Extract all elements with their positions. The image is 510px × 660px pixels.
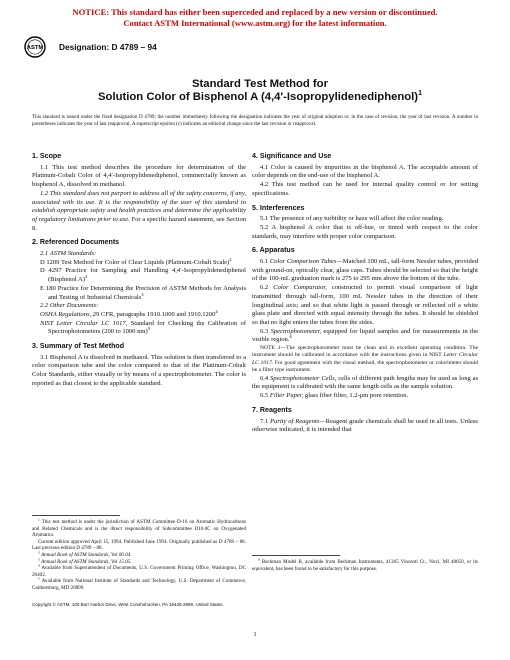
paragraph-6-2: 6.2 Color Comparator, constructed to permit visual comparison of light transmitted through tall-form, 100 mL Nessler tubes in the direction of their longitudinal axis; and so that white light is passed through or reflected off a white glass plate and directed with equal intensity through the tubes. It should be shielded so that no light enters the tubes from the sides. xyxy=(252,284,478,326)
section-1-heading: 1. Scope xyxy=(32,152,62,160)
paragraph-1-2: 1.2 This standard does not purport to address all of the safety concerns, if any, associated with its use. It is the responsibility of the user of this standard to establish appropriate safety and health practices and determine the applicability of regulatory limitations prior to use. For a specific hazard statement, see Section 8. xyxy=(32,189,246,232)
footnote-6: $^6$ Beckman Model B, available from Beckman Instruments, 41365 Vincenti Ct., Novi, MI 48050, or its equivalent, has been found to be satisfactory for this purpose. xyxy=(252,557,478,572)
right-column xyxy=(252,152,478,435)
safety-caveat: 1.2 This standard does not purport to address all of the safety concerns, if any, associated with its use. It is the responsibility of the user of this standard to establish appropriate safety and health practices and determine the applicability of regulatory limitations prior to use. xyxy=(32,189,246,223)
right-footnotes xyxy=(252,555,478,572)
footnote-1: $^1$ This test method is under the jurisdiction of ASTM Committee D-16 on Aromatic Hydrocarbons and Related Chemicals and is the direct responsibility of Subcommittee D16.0C on Oxygenated Aromatics. xyxy=(32,517,246,539)
paragraph-6-1: 6.1 Color Comparison Tubes—Matched 100 mL, tall-form Nessler tubes, provided with ground-on, optically clear, glass caps. Tubes should be selected so that the height of the 100-mL graduation mark is 275 to 295 mm above the bottom of the tube. xyxy=(252,258,479,283)
paragraph-5-1: 5.1 The presence of any turbidity or haze will affect the color reading. xyxy=(260,215,444,223)
section-6-heading: 6. Apparatus xyxy=(252,246,295,255)
paragraph-3-1: 3.1 Bisphenol A is dissolved in methanol. This solution is then transferred to a color comparison tube and the color compared to that of the Platinum-Cobalt Color Standards, either visually or by means of a spectrophotometer. The color is reported as that closest to the applicable standard. xyxy=(32,353,246,387)
paragraph-6-5: 6.5 Filter Paper, glass fiber filter, 1.2-μm pore retention. xyxy=(260,392,409,400)
footnote-2: $^2$ Annual Book of ASTM Standards, Vol 06.04. xyxy=(38,550,132,558)
title-line-1: Standard Test Method for xyxy=(192,78,328,90)
note-1: NOTE 1—The spectrophotometer must be clean and in excellent operating condition. The instrument should be calibrated in accordance with the instructions given in NIST Letter Circular LC 1017. For good agreement with the visual method, the spectrophotometer or colorimeter should be a filter type instrument. xyxy=(252,345,479,374)
paragraph-5-2: 5.2 A bisphenol A color that is off-hue, or tinted with respect to the color standards, may interfere with proper color comparison. xyxy=(252,223,478,240)
left-footnotes xyxy=(32,515,246,592)
footnote-4: $^4$ Available from Superintendent of Documents, U.S. Government Printing Office, Washington, DC 20402. xyxy=(32,563,246,578)
copyright-footer: Copyright © ASTM, 100 Barr Harbor Drive, West Conshohocken, PA 19428-2959, United States. xyxy=(32,602,224,607)
astm-logo-icon xyxy=(24,36,46,58)
footnote-divider xyxy=(32,515,120,516)
footnote-3: $^3$ Annual Book of ASTM Standards, Vol 15.05. xyxy=(38,556,132,565)
svg-text:ASTM: ASTM xyxy=(26,45,44,52)
reference-nist: NIST Letter Circular LC 1017, Standard for Checking the Calibration of Spectrophotometers (200 to 1000 nm)$^5$ xyxy=(40,319,247,336)
paragraph-6-3: 6.3 Spectrophotometer, equipped for liquid samples and for measurements in the visible region.$^6$ xyxy=(252,327,479,344)
section-3-heading: 3. Summary of Test Method xyxy=(32,342,125,351)
section-7-heading: 7. Reagents xyxy=(252,405,292,414)
paragraph-6-4: 6.4 Spectrophotometer Cells, cells of different path lengths may be used as long as the equipment is calibrated with the same length cells as the sample solution. xyxy=(252,374,478,391)
footnote-5: $^5$ Available from National Institute of Standards and Technology, U.S. Department of Commerce, Gaithersburg, MD 20899. xyxy=(32,576,246,591)
designation: Designation: D 4789 – 94 xyxy=(59,42,157,52)
reference-d4297: D 4297 Practice for Sampling and Handling 4,4′-Isopropylidenediphenol (Bisphenol A)$^2$ xyxy=(40,267,246,284)
title-footnote-mark: 1 xyxy=(418,90,422,98)
paragraph-2-1: 2.1 ASTM Standards: xyxy=(40,250,97,258)
paragraph-2-2: 2.2 Other Documents: xyxy=(40,302,99,310)
footnote-divider xyxy=(252,555,340,556)
issuance-statement: This standard is issued under the fixed designation D 4789; the number immediately following the designation indicates the year of original adoption or, in the case of revision, the year of last revision. A number in parentheses indicates the year of last reapproval. A superscript epsilon (ε) indicates an editorial change since the last revision or reapproval. xyxy=(32,114,478,127)
notice-line-2: Contact ASTM International (www.astm.org) for the latest information. xyxy=(123,17,387,28)
left-column xyxy=(32,152,246,389)
reference-osha: OSHA Regulations, 29 CFR, paragraphs 1910.1000 and 1910.1200$^4$ xyxy=(40,308,218,318)
title-line-2: Solution Color of Bisphenol A (4,4′-Isopropylidenediphenol) xyxy=(98,91,419,103)
paragraph-4-1: 4.1 Color is caused by impurities in the bisphenol A. The acceptable amount of color depends on the end-use of the bisphenol A. xyxy=(252,163,478,180)
section-2-heading: 2. Referenced Documents xyxy=(32,238,120,247)
supersession-notice xyxy=(0,7,510,28)
section-5-heading: 5. Interferences xyxy=(252,203,305,212)
footnote-1b: Current edition approved April 15, 1994. Published June 1994. Originally published as D 4789 – 88. Last previous edition D 4789 – 88. xyxy=(32,538,246,552)
reference-d1209: D 1209 Test Method for Color of Clear Liquids (Platinum-Cobalt Scale)$^2$ xyxy=(40,256,232,266)
notice-line-1: NOTICE: This standard has either been superceded and replaced by a new version or discontinued. xyxy=(72,7,438,17)
paragraph-1-1: 1.1 This test method describes the procedure for determination of the Platinum-Cobalt Color of 4,4′-Isopropylidenediphenol, commercially known as bisphenol A, dissolved in methanol. xyxy=(32,163,246,189)
section-4-heading: 4. Significance and Use xyxy=(252,152,332,160)
paragraph-7-1: 7.1 Purity of Reagents—Reagent grade chemicals shall be used in all tests. Unless otherwise indicated, it is intended that xyxy=(252,417,478,434)
reference-e180: E 180 Practice for Determining the Precision of ASTM Methods for Analysis and Testing of Industrial Chemicals$^3$ xyxy=(40,284,246,301)
page-number: 1 xyxy=(253,631,257,638)
paragraph-4-2: 4.2 This test method can be used for internal quality control or for setting specifications. xyxy=(252,181,478,197)
document-title xyxy=(40,78,480,104)
